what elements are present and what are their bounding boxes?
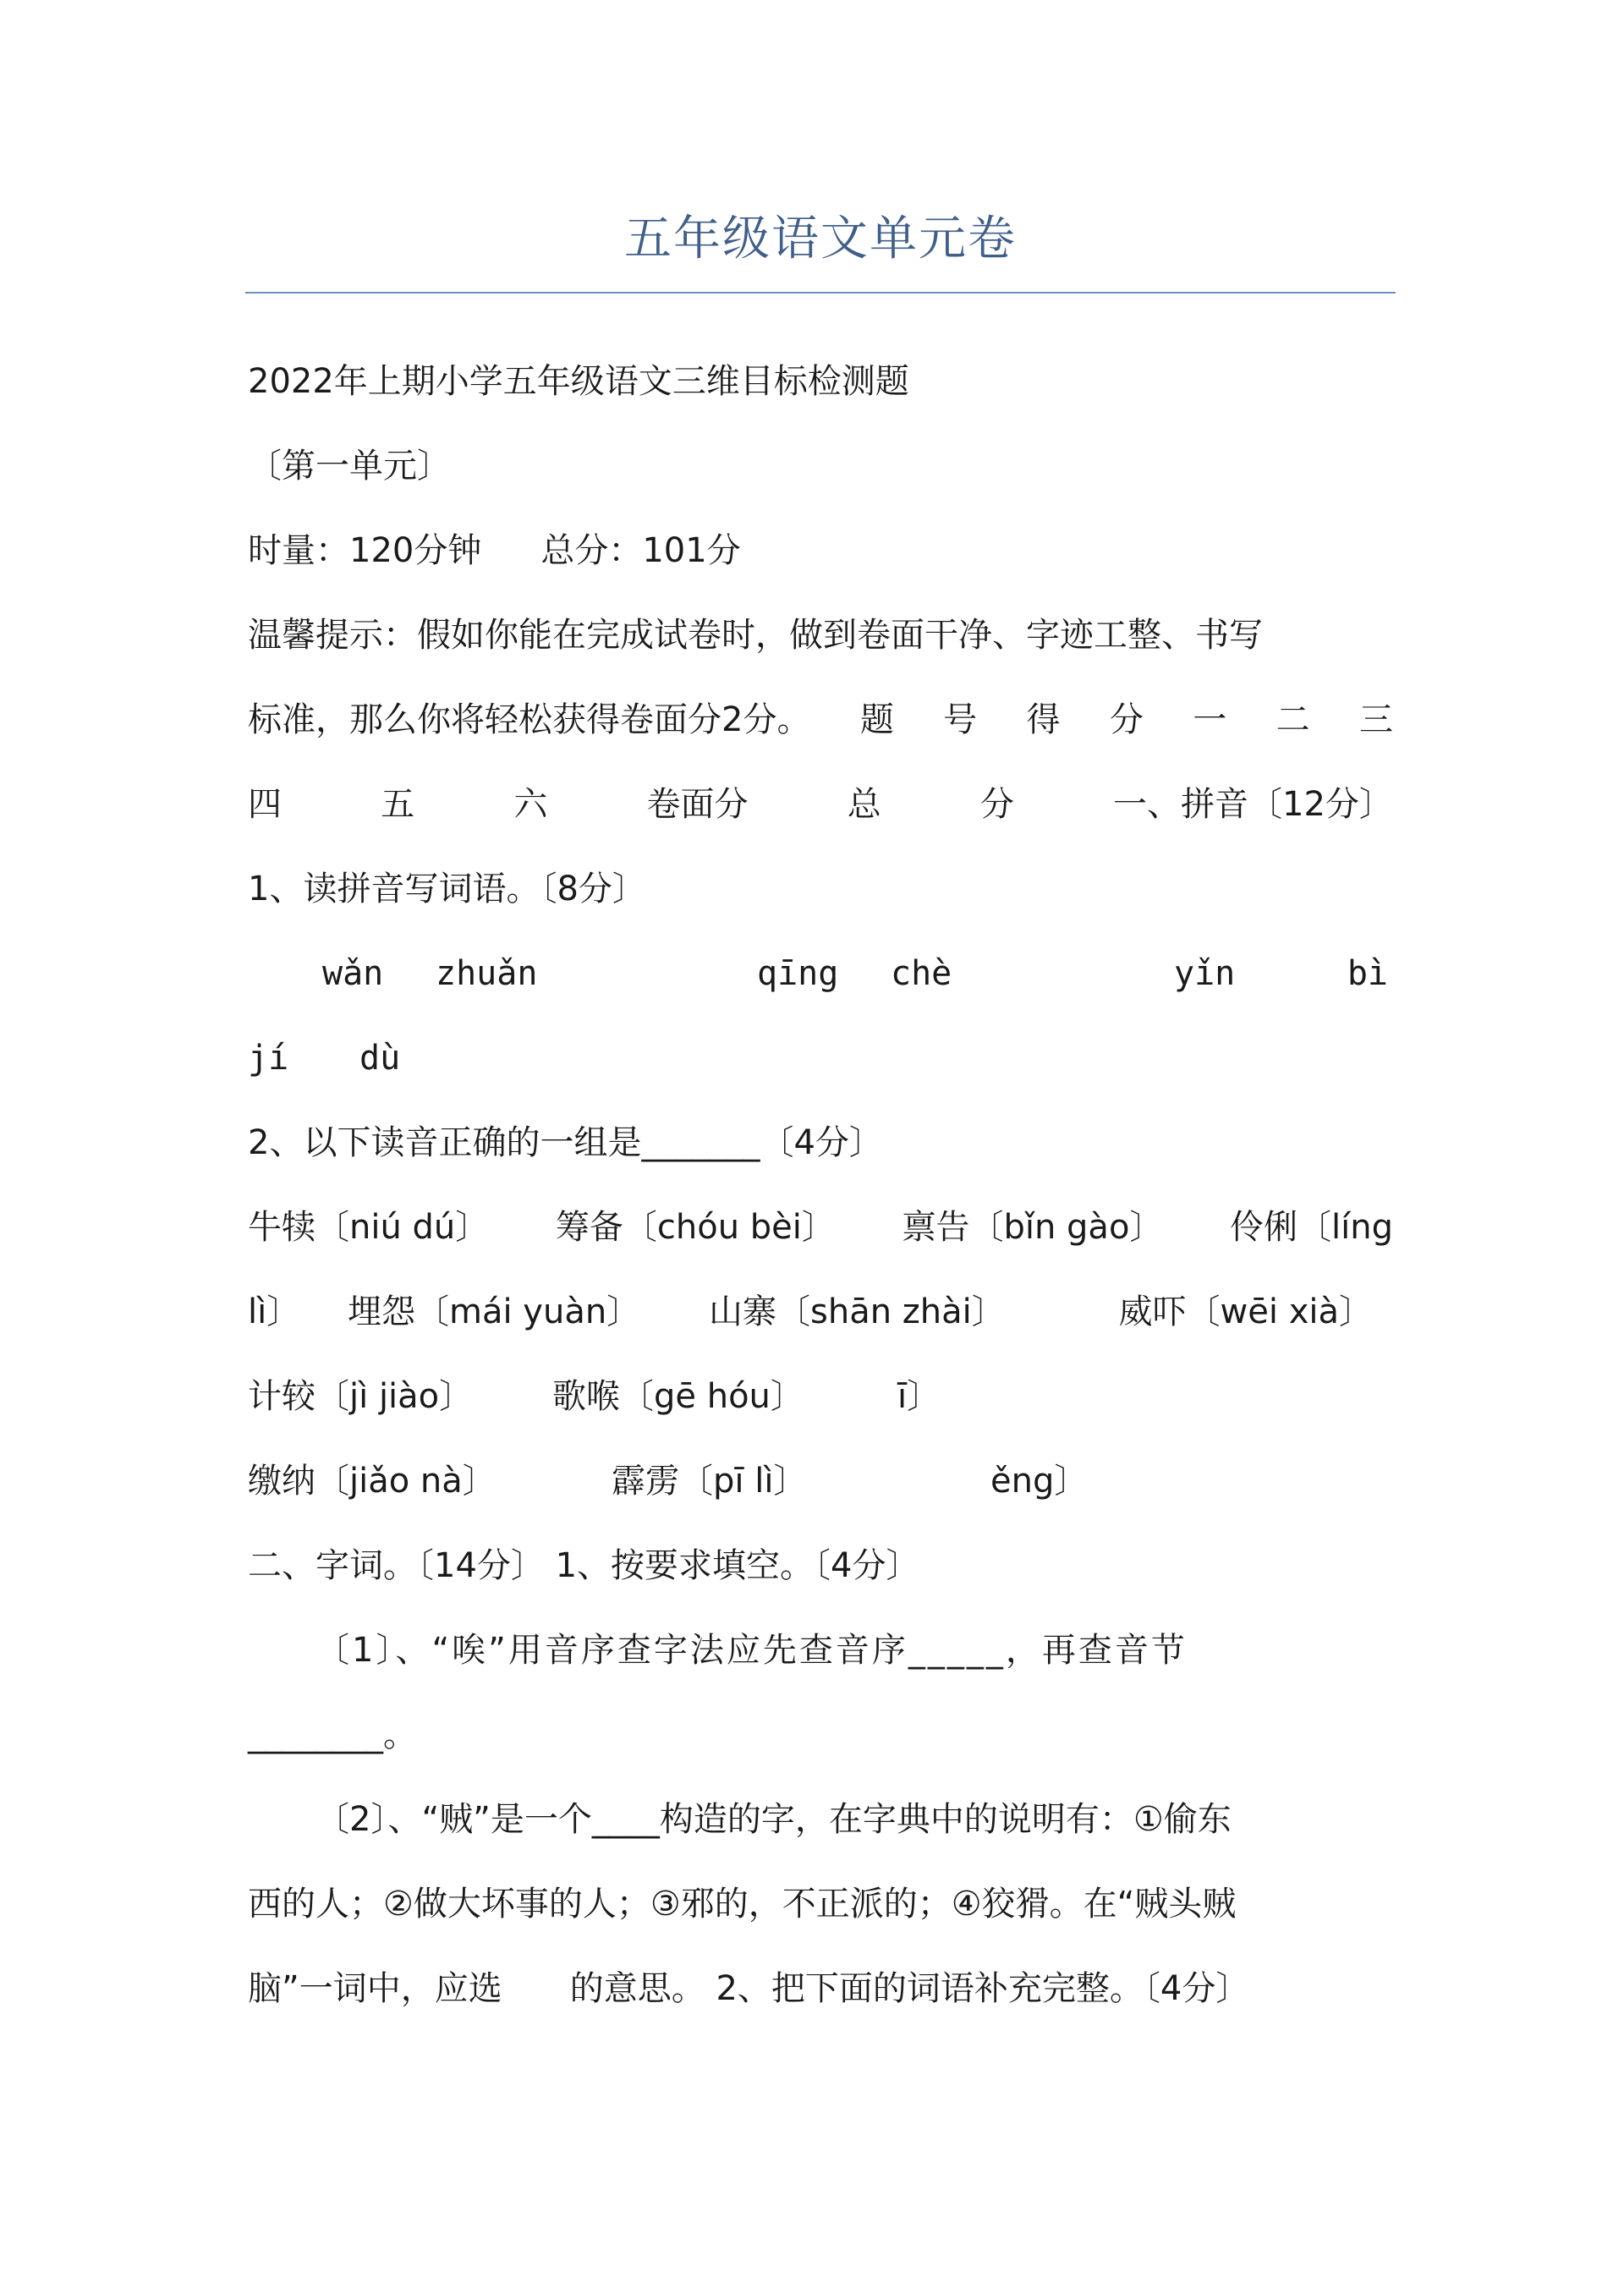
reading-options-row-4 <box>248 1459 1393 1503</box>
fill-item-text: 的意思。 2、把下面的词语补充完整。〔4分〕 <box>569 1969 1250 2008</box>
pinyin-row-2 <box>248 1036 1393 1080</box>
pinyin-word: wǎn <box>322 954 384 993</box>
pinyin-word: qīng <box>757 954 839 993</box>
reading-option: lì〕 <box>248 1292 301 1331</box>
tip-line-3 <box>248 782 1393 826</box>
tip-text: 标准，那么你将轻松获得卷面分2分。 <box>248 700 811 739</box>
tip-line-2 <box>248 698 1393 742</box>
table-cell: 二 <box>1276 700 1310 739</box>
reading-options-row-2 <box>248 1290 1393 1334</box>
fill-item-1-line-1: 〔1〕、“唉”用音序查字法应先查音序_____，再查音节 <box>315 1631 1188 1670</box>
reading-options-row-3 <box>248 1375 1393 1419</box>
reading-option: 伶俐〔líng <box>1230 1208 1393 1247</box>
reading-option: 缴纳〔jiǎo nà〕 <box>248 1462 497 1501</box>
exam-title: 2022年上期小学五年级语文三维目标检测题 <box>248 362 909 401</box>
table-cell: 六 <box>513 785 548 824</box>
pinyin-row-1 <box>248 952 1393 996</box>
table-cell: 分 <box>1109 700 1144 739</box>
time-score-line <box>248 529 1393 573</box>
question-1-heading: 1、读拼音写词语。〔8分〕 <box>248 870 646 908</box>
reading-option: ěng〕 <box>990 1462 1089 1501</box>
pinyin-word: dù <box>359 1039 401 1078</box>
reading-option: 山寨〔shān zhài〕 <box>709 1292 1006 1331</box>
table-cell: 五 <box>381 785 415 824</box>
pinyin-word: zhuǎn <box>436 954 538 993</box>
document-title: 五年级语文单元卷 <box>624 211 1017 266</box>
table-cell: 四 <box>248 785 282 824</box>
table-cell: 三 <box>1358 700 1393 739</box>
unit-label: 〔第一单元〕 <box>248 447 451 486</box>
time-label: 时量：120分钟 <box>248 531 482 570</box>
score-label: 总分：101分 <box>540 531 741 570</box>
reading-option: 埋怨〔mái yuàn〕 <box>348 1292 641 1331</box>
table-cell: 总 <box>847 785 881 824</box>
reading-option: 威吓〔wēi xià〕 <box>1118 1292 1373 1331</box>
pinyin-word: chè <box>891 954 952 993</box>
reading-option: 霹雳〔pī lì〕 <box>612 1462 808 1501</box>
fill-item-text: 脑”一词中，应选 <box>248 1969 502 2008</box>
table-cell: 号 <box>943 700 978 739</box>
table-cell: 卷面分 <box>646 785 749 824</box>
title-underline <box>245 292 1396 294</box>
reading-options-row-1 <box>248 1205 1393 1249</box>
question-2-heading: 2、以下读音正确的一组是_______〔4分〕 <box>248 1123 883 1162</box>
fill-item-2-line-1: 〔2〕、“贼”是一个____构造的字，在字典中的说明有：①偷东 <box>315 1800 1232 1839</box>
table-cell: 一 <box>1193 700 1227 739</box>
pinyin-word: yǐn <box>1174 954 1236 993</box>
section-heading-pinyin: 一、拼音〔12分〕 <box>1113 785 1393 824</box>
reading-option: ī〕 <box>897 1377 941 1416</box>
pinyin-word: jí <box>248 1039 289 1078</box>
fill-item-2-line-2: 西的人；②做大坏事的人；③邪的，不正派的；④狡猾。在“贼头贼 <box>248 1885 1237 1924</box>
reading-option: 计较〔jì jiào〕 <box>248 1377 474 1416</box>
section-2-heading: 二、字词。〔14分〕 1、按要求填空。〔4分〕 <box>248 1546 920 1585</box>
reading-option: 禀告〔bǐn gào〕 <box>902 1208 1164 1247</box>
table-cell: 得 <box>1026 700 1061 739</box>
reading-option: 筹备〔chóu bèi〕 <box>555 1208 836 1247</box>
table-cell: 题 <box>859 700 894 739</box>
pinyin-word: bì <box>1347 954 1388 993</box>
reading-option: 歌喉〔gē hóu〕 <box>552 1377 804 1416</box>
fill-item-1-line-2: ________。 <box>248 1715 417 1754</box>
fill-item-2-line-3 <box>248 1967 1393 2011</box>
tip-line-1: 温馨提示：假如你能在完成试卷时，做到卷面干净、字迹工整、书写 <box>248 616 1263 655</box>
reading-option: 牛犊〔niú dú〕 <box>248 1208 490 1247</box>
table-cell: 分 <box>979 785 1014 824</box>
